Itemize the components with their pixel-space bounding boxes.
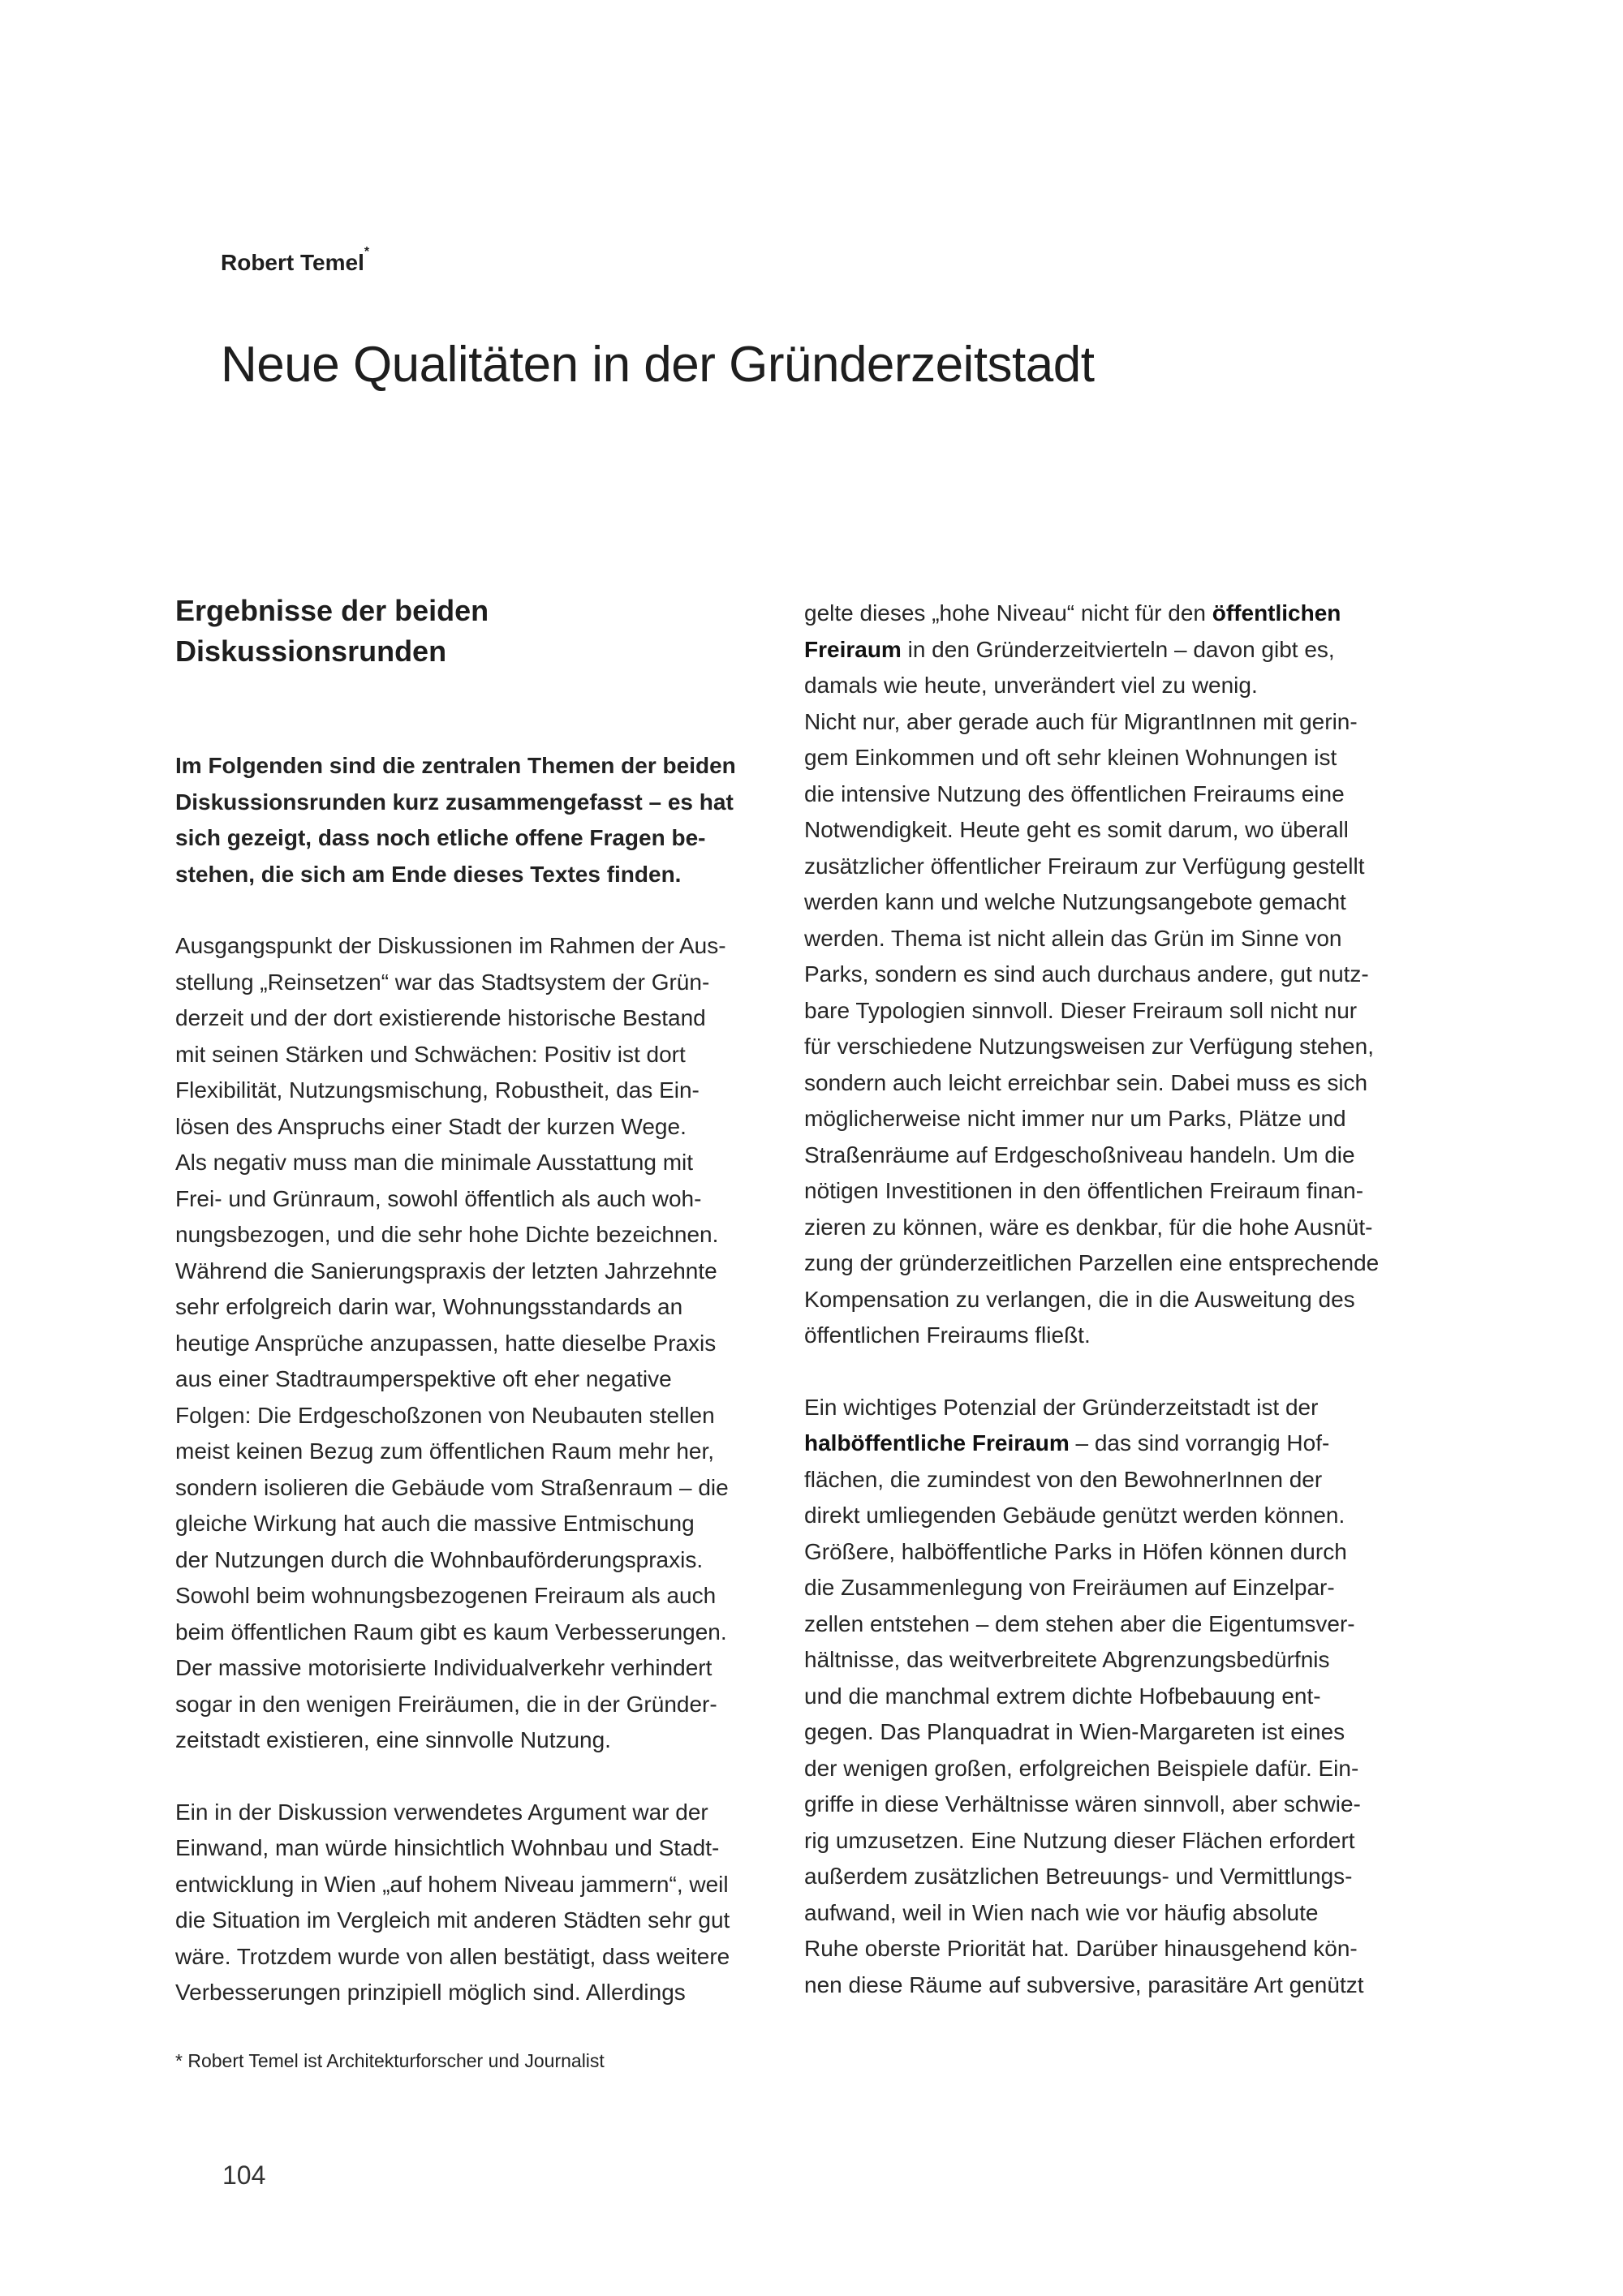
text-line: die intensive Nutzung des öffentlichen Freiraums eine — [804, 780, 1345, 806]
text-line: öffentlichen Freiraums fließt. — [804, 1322, 1091, 1348]
text-line: zung der gründerzeitlichen Parzellen eine entsprechende — [804, 1250, 1380, 1275]
text-line: damals wie heute, unverändert viel zu wenig. — [804, 673, 1258, 698]
text-line: Als negativ muss man die minimale Ausstattung mit — [175, 1150, 694, 1175]
text-line: halböffentliche Freiraum – das sind vorrangig Hof- — [804, 1430, 1330, 1455]
text-line: gleiche Wirkung hat auch die massive Entmischung — [175, 1511, 695, 1536]
paragraph-continuation — [804, 1462, 1388, 2004]
text-line: Flexibilität, Nutzungsmischung, Robustheit, das Ein- — [175, 1077, 700, 1103]
text-line: Ein in der Diskussion verwendetes Argument war der — [175, 1799, 708, 1825]
text-line: sehr erfolgreich darin war, Wohnungsstandards an — [175, 1294, 683, 1319]
text-line: wäre. Trotzdem wurde von allen bestätigt, dass weitere — [175, 1943, 730, 1969]
text-line: außerdem zusätzlichen Betreuungs- und Vermittlungs- — [804, 1864, 1353, 1889]
text-line: möglicherweise nicht immer nur um Parks, Plätze und — [804, 1106, 1346, 1131]
text-line: der wenigen großen, erfolgreichen Beispiele dafür. Ein- — [804, 1755, 1359, 1781]
text-line: stellung „Reinsetzen“ war das Stadtsystem der Grün- — [175, 969, 710, 995]
text-line: aufwand, weil in Wien nach wie vor häufig absolute — [804, 1899, 1319, 1925]
text-line: sich gezeigt, dass noch etliche offene Fragen be- — [175, 825, 706, 850]
text-line: Ausgangspunkt der Diskussionen im Rahmen der Aus- — [175, 933, 726, 958]
text-line: meist keinen Bezug zum öffentlichen Raum mehr her, — [175, 1438, 715, 1464]
text-line: Freiraum in den Gründerzeitvierteln – davon gibt es, — [804, 636, 1335, 662]
body-paragraph-1 — [175, 928, 760, 1759]
body-paragraph-2 — [175, 1795, 760, 2011]
page-number: 104 — [222, 2161, 266, 2190]
text-line: Größere, halböffentliche Parks in Höfen können durch — [804, 1538, 1347, 1564]
text-line: stehen, die sich am Ende dieses Textes finden. — [175, 861, 682, 887]
text-line: Notwendigkeit. Heute geht es somit darum, wo überall — [804, 817, 1349, 842]
text-line: der Nutzungen durch die Wohnbauförderungspraxis. — [175, 1546, 704, 1572]
text-line: Frei- und Grünraum, sowohl öffentlich als auch woh- — [175, 1185, 702, 1211]
text-line: Ergebnisse der beiden — [175, 594, 489, 627]
text-line: griffe in diese Verhältnisse wären sinnvoll, aber schwie- — [804, 1791, 1361, 1817]
text-line: rig umzusetzen. Eine Nutzung dieser Flächen erfordert — [804, 1827, 1355, 1853]
text-line: sogar in den wenigen Freiräumen, die in der Gründer- — [175, 1691, 717, 1717]
text-line: Im Folgenden sind die zentralen Themen der beiden — [175, 753, 736, 778]
text-line: Verbesserungen prinzipiell möglich sind. Allerdings — [175, 1980, 686, 2005]
text-line: zusätzlicher öffentlicher Freiraum zur Verfügung gestellt — [804, 853, 1365, 879]
article-title: Neue Qualitäten in der Gründerzeitstadt — [221, 337, 1095, 393]
text-line: für verschiedene Nutzungsweisen zur Verfügung stehen, — [804, 1034, 1374, 1059]
text-line: derzeit und der dort existierende historische Bestand — [175, 1005, 706, 1030]
text-line: Diskussionsrunden — [175, 634, 447, 668]
text-line: Kompensation zu verlangen, die in die Ausweitung des — [804, 1286, 1355, 1312]
text-line: Diskussionsrunden kurz zusammengefasst – es hat — [175, 789, 734, 815]
text-line: heutige Ansprüche anzupassen, hatte dieselbe Praxis — [175, 1330, 717, 1356]
text-line: die Situation im Vergleich mit anderen Städten sehr gut — [175, 1907, 730, 1933]
text-line: und die manchmal extrem dichte Hofbebauung ent- — [804, 1683, 1321, 1709]
lead-paragraph — [175, 748, 760, 892]
text-line: Der massive motorisierte Individualverkehr verhindert — [175, 1655, 712, 1680]
text-line: Nicht nur, aber gerade auch für MigrantInnen mit gerin- — [804, 708, 1358, 734]
text-line: nungsbezogen, und die sehr hohe Dichte bezeichnen. — [175, 1222, 719, 1247]
text-line: direkt umliegenden Gebäude genützt werden können. — [804, 1503, 1345, 1528]
body-paragraph-3 — [804, 595, 1388, 1354]
text-line: zeitstadt existieren, eine sinnvolle Nutzung. — [175, 1727, 611, 1752]
paragraph-continuation — [804, 668, 1388, 1354]
text-line: zieren zu können, wäre es denkbar, für die hohe Ausnüt- — [804, 1214, 1373, 1240]
text-line: Straßenräume auf Erdgeschoßniveau handeln. Um die — [804, 1142, 1355, 1167]
section-heading — [175, 591, 760, 672]
text-line: bare Typologien sinnvoll. Dieser Freiraum soll nicht nur — [804, 997, 1358, 1023]
text-line: aus einer Stadtraumperspektive oft eher negative — [175, 1366, 672, 1391]
author-name — [221, 245, 370, 276]
emphasis-freiraum: Freiraum — [804, 636, 902, 662]
text-line: entwicklung in Wien „auf hohem Niveau jammern“, weil — [175, 1871, 729, 1897]
text-line: gegen. Das Planquadrat in Wien-Margareten ist eines — [804, 1719, 1345, 1744]
text-line: Parks, sondern es sind auch durchaus andere, gut nutz- — [804, 961, 1369, 987]
author-name-text: Robert Temel — [221, 250, 364, 275]
right-column — [804, 595, 1388, 2003]
text-line: gelte dieses „hohe Niveau“ nicht für den öffentlichen — [804, 600, 1341, 626]
text-line: werden kann und welche Nutzungsangebote gemacht — [804, 889, 1346, 914]
text-line: nötigen Investitionen in den öffentlichen Freiraum finan- — [804, 1178, 1364, 1203]
footnote: * Robert Temel ist Architekturforscher und Journalist — [175, 2050, 605, 2071]
emphasis-oeffentlicher-freiraum: öffentlichen — [1212, 600, 1341, 626]
text-line: Während die Sanierungspraxis der letzten Jahrzehnte — [175, 1258, 717, 1283]
text-line: Einwand, man würde hinsichtlich Wohnbau und Stadt- — [175, 1835, 720, 1860]
emphasis-halboeffentlicher-freiraum: halböffentliche Freiraum — [804, 1430, 1070, 1455]
left-column — [175, 591, 760, 2011]
body-paragraph-4 — [804, 1390, 1388, 2004]
text-line: zellen entstehen – dem stehen aber die Eigentumsver- — [804, 1610, 1355, 1636]
text-line: Sowohl beim wohnungsbezogenen Freiraum als auch — [175, 1583, 717, 1608]
text-line: lösen des Anspruchs einer Stadt der kurzen Wege. — [175, 1113, 687, 1139]
text-line: flächen, die zumindest von den BewohnerInnen der — [804, 1466, 1323, 1492]
text-line: nen diese Räume auf subversive, parasitäre Art genützt — [804, 1971, 1364, 1997]
text-line: gem Einkommen und oft sehr kleinen Wohnungen ist — [804, 745, 1337, 770]
text-line: werden. Thema ist nicht allein das Grün im Sinne von — [804, 925, 1342, 951]
text-line: hältnisse, das weitverbreitete Abgrenzungsbedürfnis — [804, 1647, 1330, 1672]
text-line: Ruhe oberste Priorität hat. Darüber hinausgehend kön- — [804, 1936, 1358, 1961]
author-footnote-marker: * — [364, 245, 370, 259]
text-line: beim öffentlichen Raum gibt es kaum Verbesserungen. — [175, 1619, 727, 1645]
text-line: sondern auch leicht erreichbar sein. Dabei muss es sich — [804, 1069, 1368, 1095]
text-line: Folgen: Die Erdgeschoßzonen von Neubauten stellen — [175, 1402, 715, 1428]
text-line: mit seinen Stärken und Schwächen: Positiv ist dort — [175, 1041, 686, 1067]
text-line: Ein wichtiges Potenzial der Gründerzeitstadt ist der — [804, 1394, 1319, 1420]
text-line: die Zusammenlegung von Freiräumen auf Einzelpar- — [804, 1575, 1335, 1600]
text-line: sondern isolieren die Gebäude vom Straßenraum – die — [175, 1474, 729, 1500]
